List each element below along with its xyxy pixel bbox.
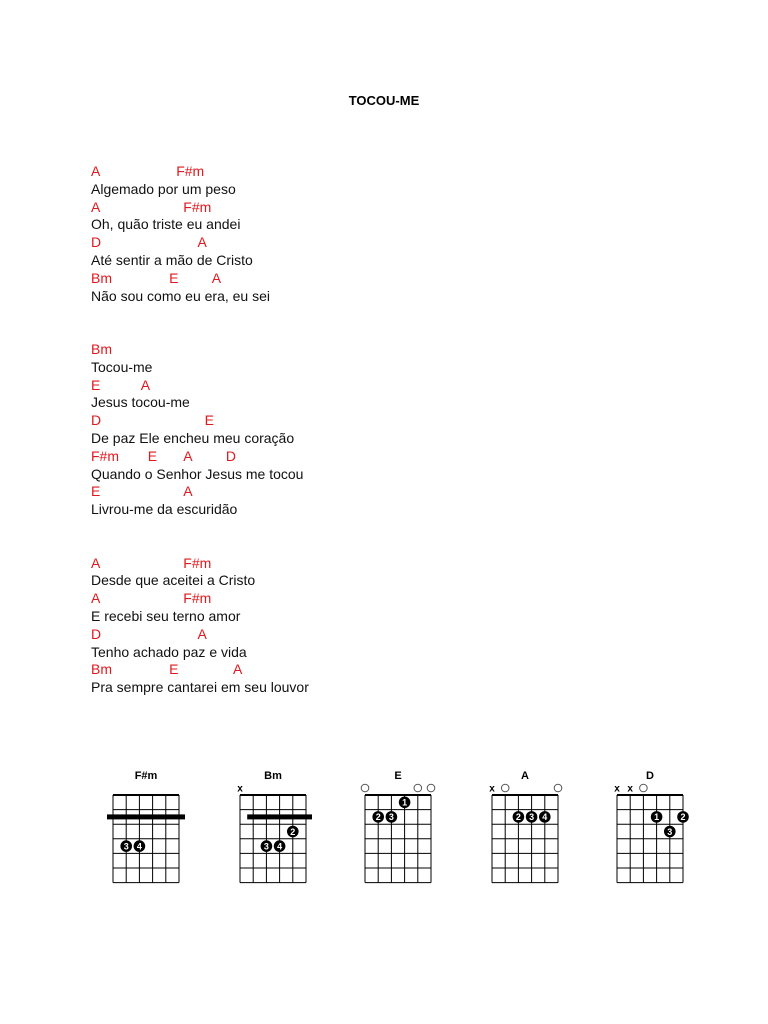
lyric-line: Pra sempre cantarei em seu louvor bbox=[91, 679, 309, 696]
muted-string-marker: x bbox=[627, 783, 633, 795]
lyric-line: Tocou-me bbox=[91, 358, 153, 375]
chord-label: F#m bbox=[183, 554, 212, 571]
chord-diagram-name: Bm bbox=[264, 770, 282, 782]
lyric-line: Livrou-me da escuridão bbox=[91, 501, 238, 518]
chord-label: E bbox=[91, 483, 101, 500]
finger-dot bbox=[513, 811, 525, 823]
chord-label: Bm bbox=[91, 269, 112, 286]
song-title: TOCOU-ME bbox=[348, 93, 420, 108]
finger-number: 3 bbox=[388, 812, 394, 823]
finger-dot bbox=[372, 811, 384, 823]
chord-diagram bbox=[234, 767, 314, 887]
finger-number: 4 bbox=[542, 812, 548, 823]
finger-number: 3 bbox=[529, 812, 535, 823]
chord-line bbox=[91, 483, 651, 501]
open-string-marker bbox=[414, 784, 422, 792]
chord-label: A bbox=[91, 554, 101, 571]
lyric-line: Não sou como eu era, eu sei bbox=[91, 287, 270, 304]
finger-dot bbox=[287, 826, 299, 838]
finger-dot bbox=[274, 840, 286, 852]
chord-label: A bbox=[91, 198, 101, 215]
chord-label: Bm bbox=[91, 340, 112, 357]
chord-line bbox=[91, 377, 651, 395]
finger-number: 2 bbox=[515, 812, 521, 823]
chord-diagram bbox=[359, 767, 439, 887]
finger-dot bbox=[664, 826, 676, 838]
chord-label: F#m bbox=[91, 447, 119, 464]
chord-line bbox=[91, 448, 651, 466]
finger-dot bbox=[386, 811, 398, 823]
stanza bbox=[91, 341, 651, 519]
chord-label: A bbox=[197, 625, 207, 642]
barre-bar bbox=[247, 814, 312, 819]
finger-number: 3 bbox=[667, 826, 673, 837]
lyric-line: Quando o Senhor Jesus me tocou bbox=[91, 465, 304, 482]
chord-diagram-name: E bbox=[394, 770, 402, 782]
open-string-marker bbox=[554, 784, 562, 792]
chord-line bbox=[91, 555, 651, 573]
muted-string-marker: x bbox=[489, 783, 495, 795]
finger-dot bbox=[651, 811, 663, 823]
chord-line bbox=[91, 270, 651, 288]
finger-number: 1 bbox=[654, 812, 660, 823]
chord-label: A bbox=[183, 483, 193, 500]
chord-label: F#m bbox=[183, 198, 212, 215]
chord-diagram bbox=[486, 767, 566, 887]
lyric-line: De paz Ele encheu meu coração bbox=[91, 429, 295, 446]
finger-number: 2 bbox=[290, 826, 296, 837]
chord-line bbox=[91, 341, 651, 359]
lyric-line: Algemado por um peso bbox=[91, 180, 236, 197]
chord-label: F#m bbox=[183, 590, 212, 607]
lyric-line: E recebi seu terno amor bbox=[91, 607, 241, 624]
chord-line bbox=[91, 590, 651, 608]
chord-label: A bbox=[91, 590, 101, 607]
open-string-marker bbox=[361, 784, 369, 792]
finger-number: 4 bbox=[136, 841, 142, 852]
chord-diagram bbox=[107, 767, 187, 887]
chord-line bbox=[91, 163, 651, 181]
open-string-marker bbox=[427, 784, 435, 792]
chord-label: A bbox=[140, 376, 151, 393]
finger-number: 1 bbox=[402, 797, 408, 808]
muted-string-marker: x bbox=[614, 783, 620, 795]
stanza bbox=[91, 555, 651, 697]
finger-number: 3 bbox=[123, 841, 129, 852]
chord-label: A bbox=[91, 163, 101, 179]
chord-label: A bbox=[183, 447, 193, 464]
chord-label: E bbox=[147, 447, 158, 464]
chord-diagram-name: D bbox=[646, 770, 654, 782]
chord-label: A bbox=[211, 269, 222, 286]
finger-number: 3 bbox=[263, 841, 269, 852]
stanza bbox=[91, 163, 651, 305]
lyric-line: Jesus tocou-me bbox=[91, 394, 190, 411]
finger-dot bbox=[134, 840, 146, 852]
chord-line bbox=[91, 412, 651, 430]
chord-label: E bbox=[91, 376, 101, 393]
lyric-line: Tenho achado paz e vida bbox=[91, 643, 247, 660]
chord-label: D bbox=[225, 447, 237, 464]
finger-dot bbox=[526, 811, 538, 823]
barre-bar bbox=[107, 814, 185, 819]
chord-line bbox=[91, 234, 651, 252]
chord-label: F#m bbox=[176, 163, 205, 179]
chord-line bbox=[91, 199, 651, 217]
lyric-line: Até sentir a mão de Cristo bbox=[91, 251, 253, 268]
chord-diagram-name: A bbox=[521, 770, 529, 782]
chord-label: A bbox=[233, 661, 243, 678]
chord-label: D bbox=[91, 625, 102, 642]
finger-dot bbox=[120, 840, 132, 852]
chord-label: Bm bbox=[91, 661, 112, 678]
open-string-marker bbox=[501, 784, 509, 792]
finger-dot bbox=[399, 797, 411, 809]
chord-line bbox=[91, 626, 651, 644]
chord-label: E bbox=[204, 412, 214, 429]
finger-dot bbox=[261, 840, 273, 852]
lyric-line: Desde que aceitei a Cristo bbox=[91, 572, 256, 589]
chord-label: E bbox=[169, 269, 179, 286]
lyrics-body bbox=[91, 163, 651, 733]
finger-number: 2 bbox=[375, 812, 381, 823]
chord-label: D bbox=[91, 412, 102, 429]
muted-string-marker: x bbox=[237, 783, 243, 795]
chord-line bbox=[91, 661, 651, 679]
chord-label: D bbox=[91, 234, 102, 251]
chord-diagram-name: F#m bbox=[134, 770, 158, 782]
lyric-line: Oh, quão triste eu andei bbox=[91, 216, 241, 233]
chord-label: E bbox=[169, 661, 179, 678]
finger-dot bbox=[677, 811, 689, 823]
chord-label: A bbox=[197, 234, 207, 251]
finger-number: 4 bbox=[277, 841, 283, 852]
finger-dot bbox=[539, 811, 551, 823]
chord-diagram bbox=[611, 767, 691, 887]
finger-number: 2 bbox=[680, 812, 686, 823]
open-string-marker bbox=[640, 784, 648, 792]
